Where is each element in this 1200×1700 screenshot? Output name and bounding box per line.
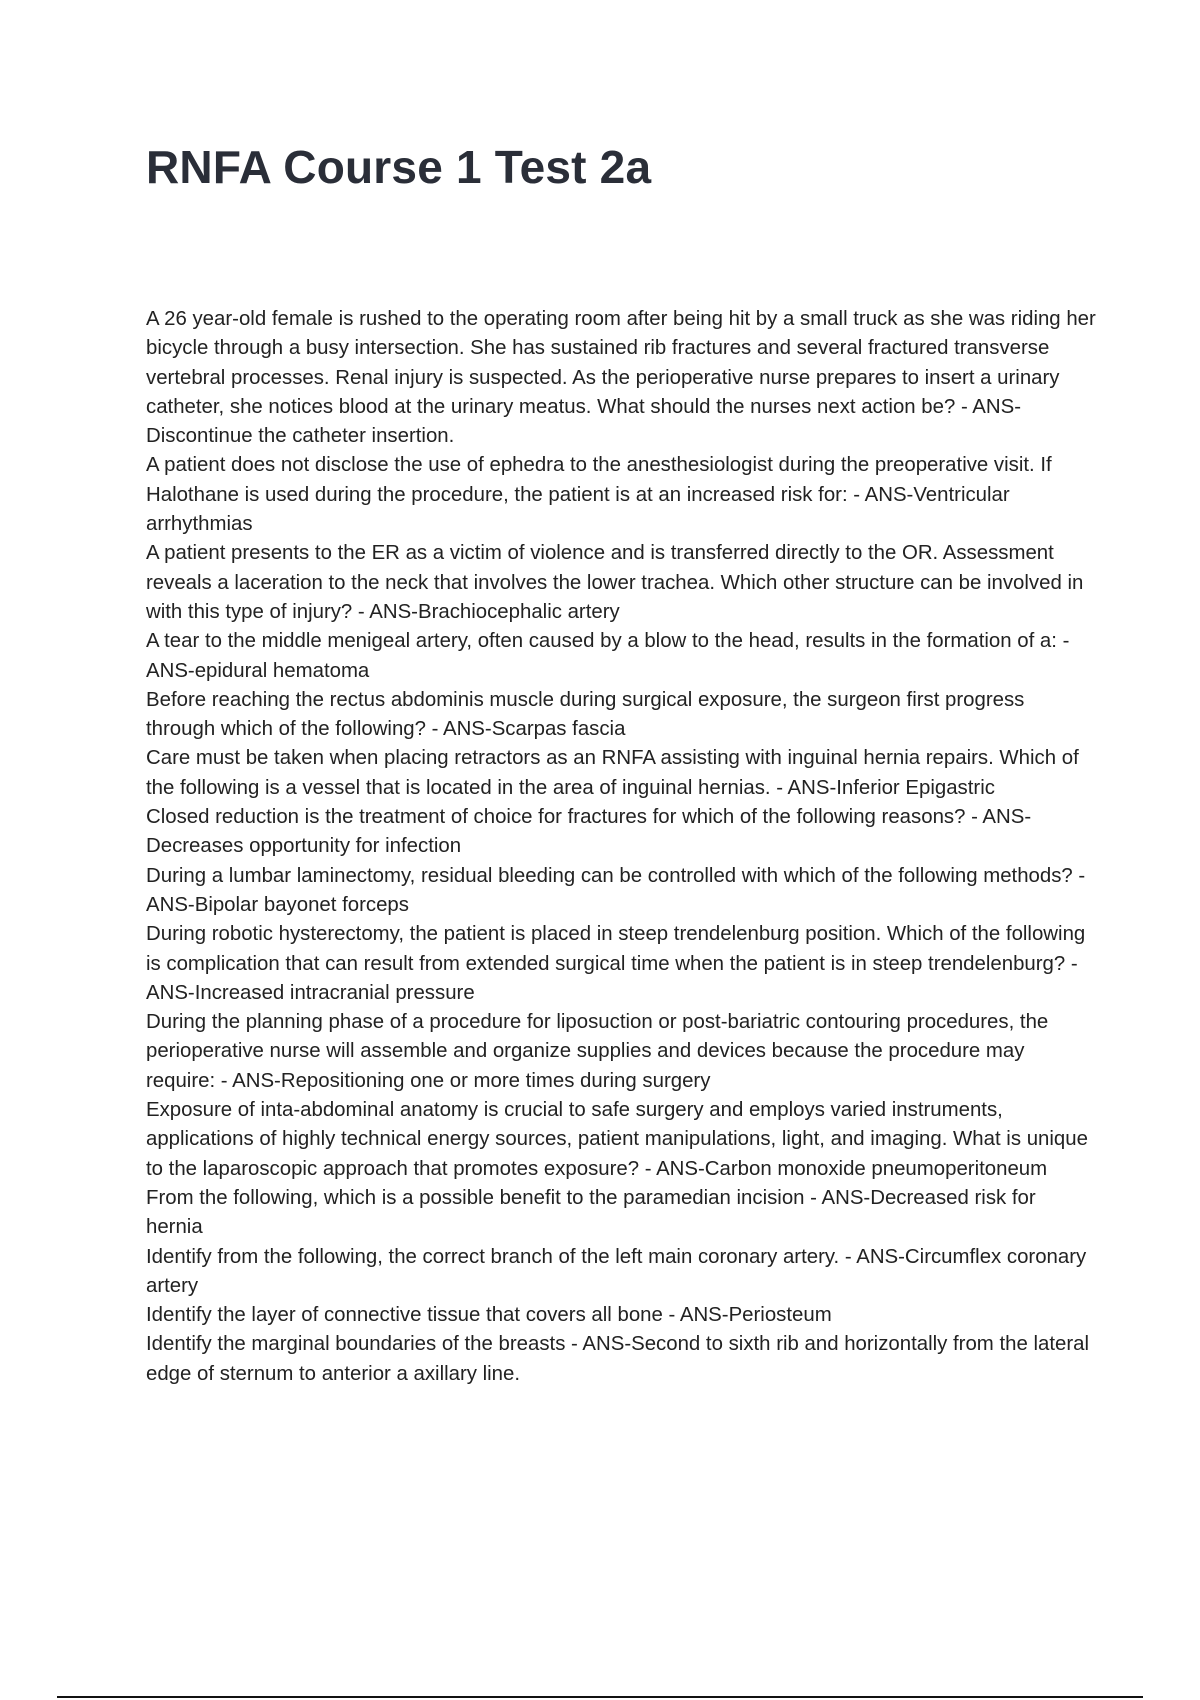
qa-item: From the following, which is a possible benefit to the paramedian incision - ANS-Decreased risk for hernia xyxy=(146,1186,1036,1239)
footer-divider xyxy=(57,1696,1143,1698)
qa-item: Exposure of inta-abdominal anatomy is crucial to safe surgery and employs varied instruments, applications of highly technical energy sources, patient manipulations, light, and imaging. What is unique to the laparoscopic approach that promotes exposure? - ANS-Carbon monoxide pneumoperitoneum xyxy=(146,1099,1088,1180)
qa-item: Before reaching the rectus abdominis muscle during surgical exposure, the surgeon first progress through which of the following? - ANS-Scarpas fascia xyxy=(146,688,1025,741)
qa-item: Care must be taken when placing retractors as an RNFA assisting with inguinal hernia repairs. Which of the following is a vessel that is located in the area of inguinal hernias. - ANS-Inferior Epigastric xyxy=(146,747,1079,799)
page-title: RNFA Course 1 Test 2a xyxy=(146,141,652,193)
qa-item: A patient presents to the ER as a victim of violence and is transferred directly to the OR. Assessment reveals a laceration to the neck that involves the lower trachea. Which other structure can be involved in with this type of injury? - ANS-Brachiocephalic artery xyxy=(146,542,1084,623)
qa-item: A tear to the middle menigeal artery, often caused by a blow to the head, results in the formation of a: - ANS-epidural hematoma xyxy=(146,630,1070,682)
qa-item: A 26 year-old female is rushed to the operating room after being hit by a small truck as she was riding her bicycle through a busy intersection. She has sustained rib fractures and several fractured transverse vertebral processes. Renal injury is suspected. As the perioperative nurse prepares to insert a urinary catheter, she notices blood at the urinary meatus. What should the nurses next action be? - ANS-Discontinue the catheter insertion. xyxy=(146,308,1096,448)
qa-item: Identify the layer of connective tissue that covers all bone - ANS-Periosteum xyxy=(146,1304,832,1327)
qa-item: Identify the marginal boundaries of the breasts - ANS-Second to sixth rib and horizontally from the lateral edge of sternum to anterior a axillary line. xyxy=(146,1333,1089,1385)
qa-item: During robotic hysterectomy, the patient is placed in steep trendelenburg position. Which of the following is complication that can result from extended surgical time when the patient is in steep trendelenburg? - ANS-Increased intracranial pressure xyxy=(146,923,1086,1004)
qa-item: Closed reduction is the treatment of choice for fractures for which of the following reasons? - ANS-Decreases opportunity for infection xyxy=(146,806,1032,858)
qa-item: During the planning phase of a procedure for liposuction or post-bariatric contouring procedures, the perioperative nurse will assemble and organize supplies and devices because the procedure may require: - ANS-Repositioning one or more times during surgery xyxy=(146,1011,1049,1092)
question-answer-list xyxy=(146,305,1096,1389)
qa-item: A patient does not disclose the use of ephedra to the anesthesiologist during the preoperative visit. If Halothane is used during the procedure, the patient is at an increased risk for: - ANS-Ventricular arrhythmias xyxy=(146,454,1052,536)
qa-item: Identify from the following, the correct branch of the left main coronary artery. - ANS-Circumflex coronary artery xyxy=(146,1245,1087,1297)
qa-item: During a lumbar laminectomy, residual bleeding can be controlled with which of the following methods? - ANS-Bipolar bayonet forceps xyxy=(146,864,1086,916)
